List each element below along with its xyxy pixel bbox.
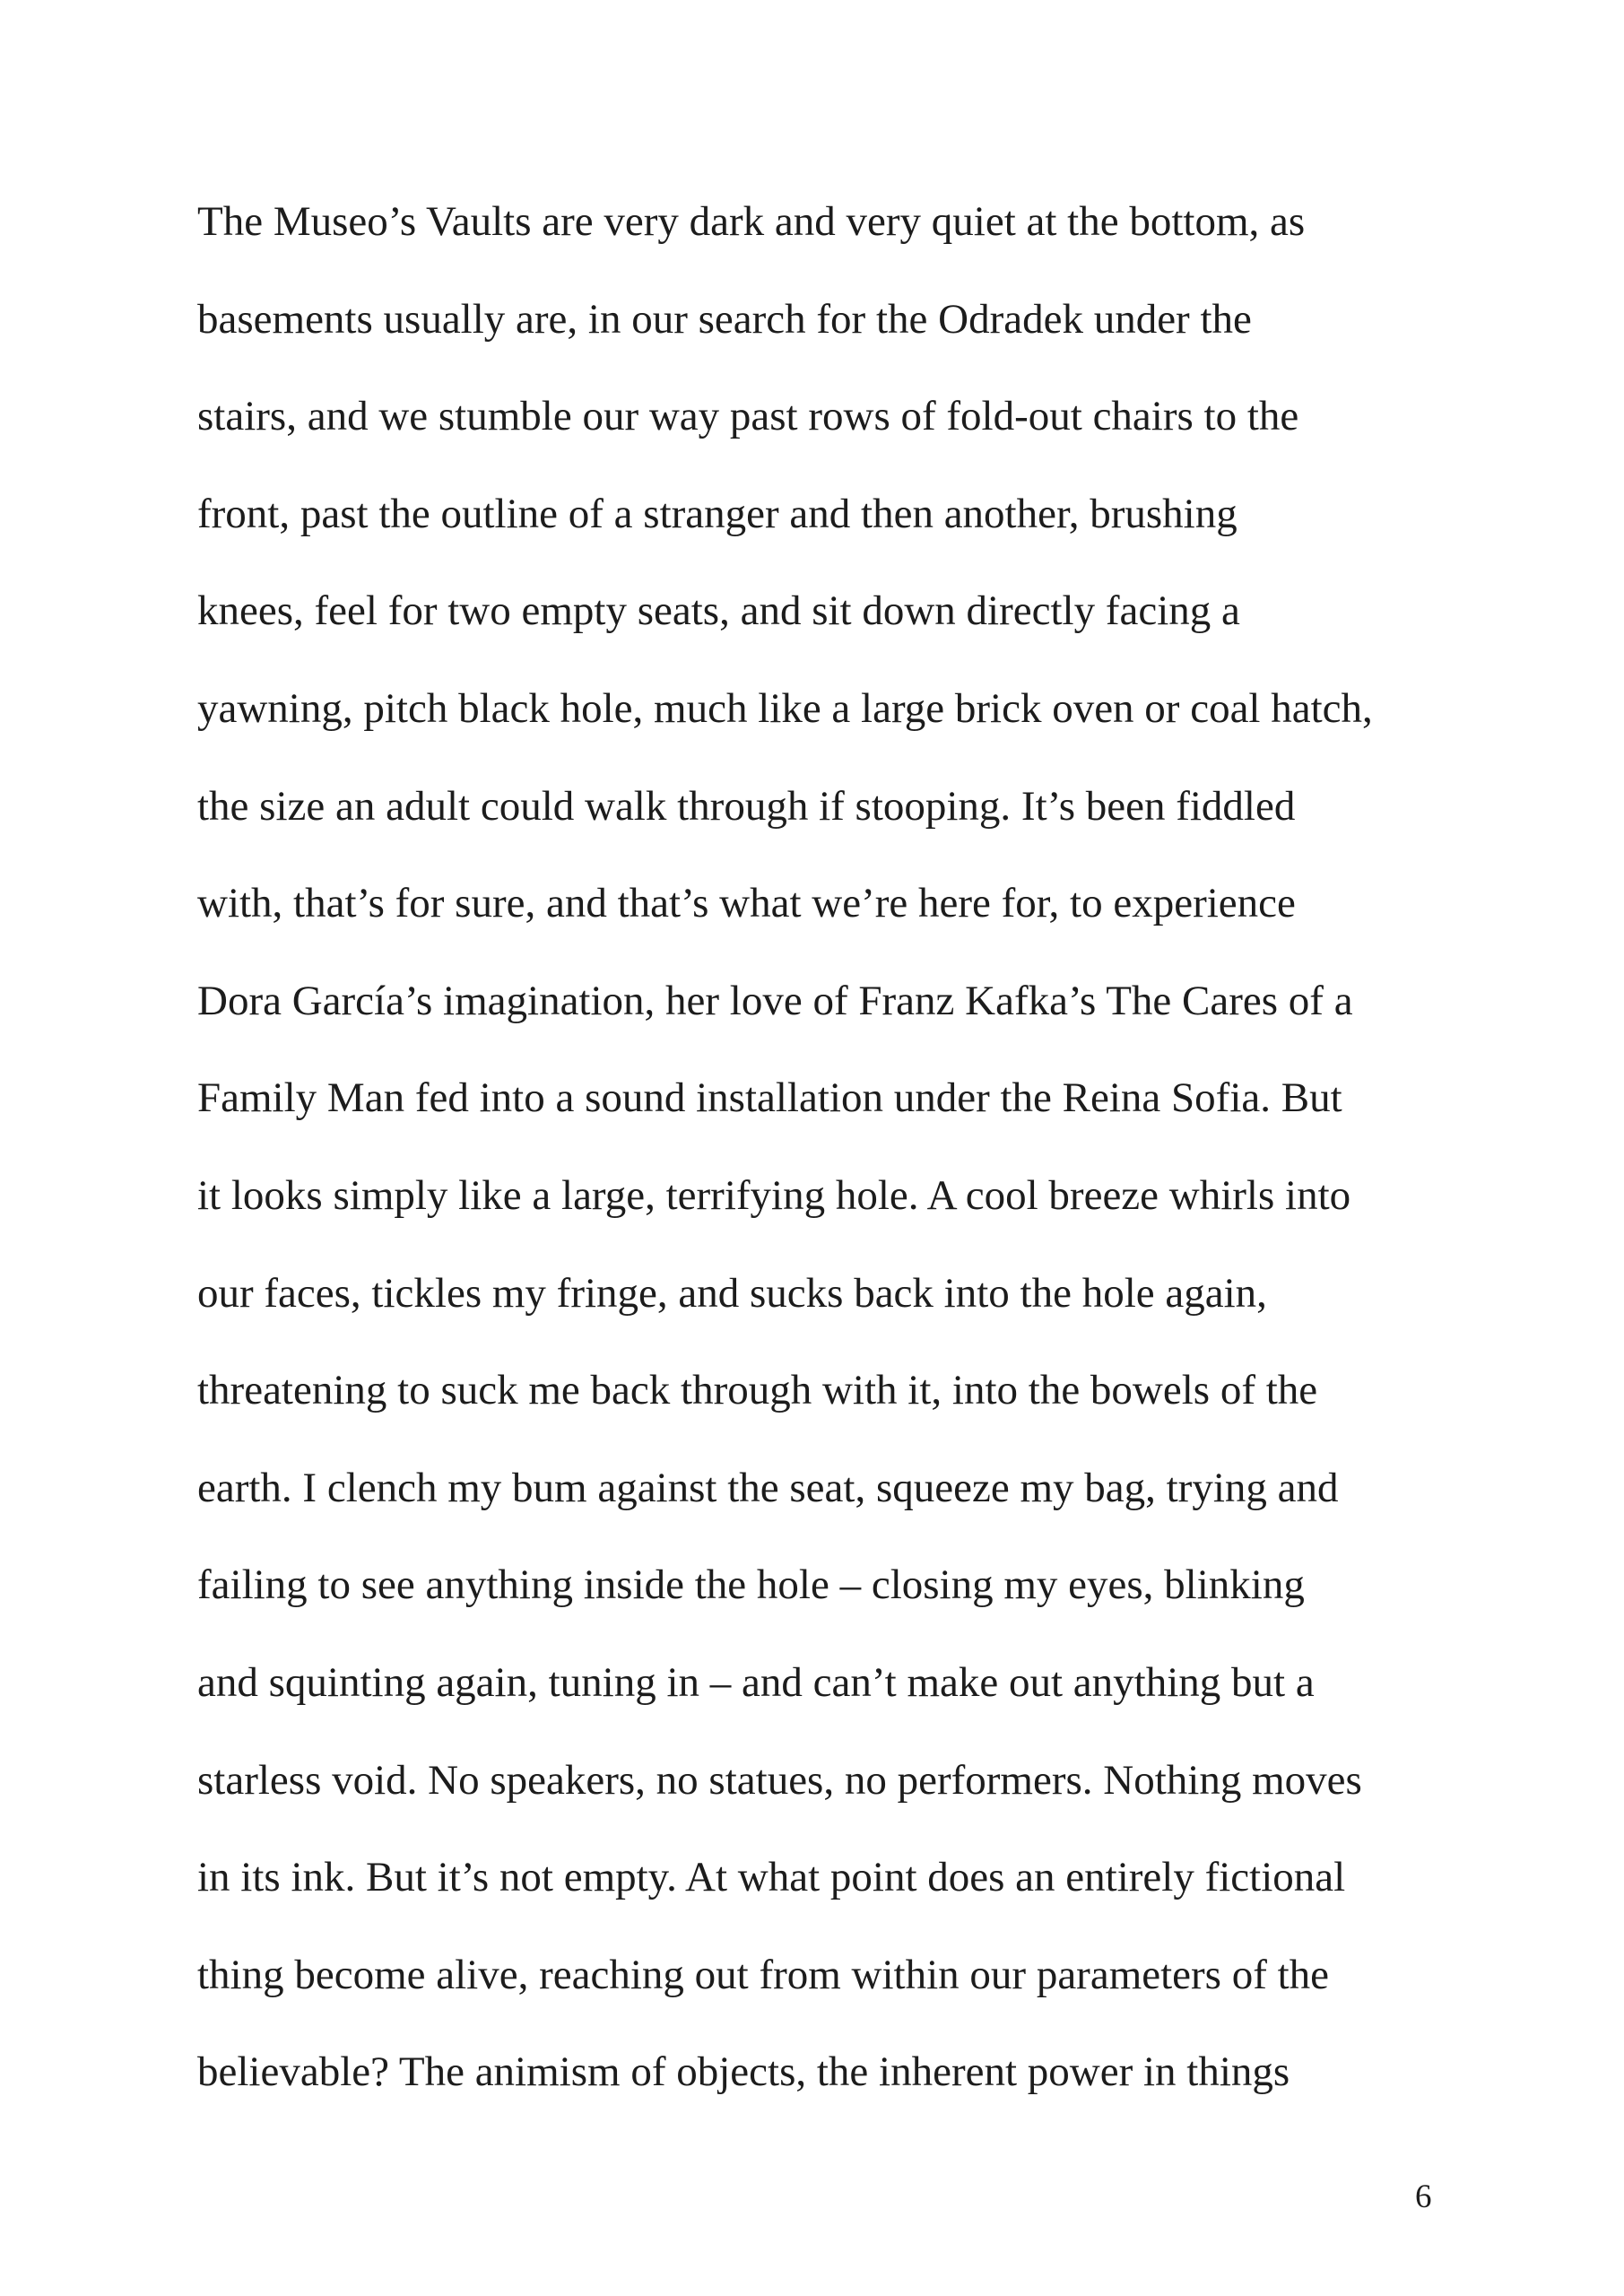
text-line: thing become alive, reaching out from within our parameters of the [197,1951,1330,1998]
text-line: Family Man fed into a sound installation under the Reina Sofia. But [197,1074,1342,1122]
text-line: failing to see anything inside the hole – closing my eyes, blinking [197,1561,1305,1609]
page-number: 6 [1415,2179,1432,2215]
text-line: with, that’s for sure, and that’s what we’re here for, to experience [197,880,1296,927]
body-text [197,190,1453,2138]
text-line: Dora García’s imagination, her love of Franz Kafka’s The Cares of a [197,977,1353,1024]
text-line: front, past the outline of a stranger and then another, brushing [197,490,1238,537]
text-line: believable? The animism of objects, the inherent power in things [197,2048,1290,2096]
text-line: in its ink. But it’s not empty. At what point does an entirely fictional [197,1854,1346,1901]
text-line: stairs, and we stumble our way past rows of fold-out chairs to the [197,393,1299,440]
text-line: knees, feel for two empty seats, and sit down directly facing a [197,587,1240,635]
text-line: the size an adult could walk through if stooping. It’s been fiddled [197,782,1296,830]
text-line: and squinting again, tuning in – and can’t make out anything but a [197,1658,1315,1706]
text-line: it looks simply like a large, terrifying hole. A cool breeze whirls into [197,1171,1351,1219]
text-line: yawning, pitch black hole, much like a large brick oven or coal hatch, [197,684,1373,732]
text-line: starless void. No speakers, no statues, no performers. Nothing moves [197,1756,1362,1804]
text-line: threatening to suck me back through with it, into the bowels of the [197,1367,1318,1414]
text-line: our faces, tickles my fringe, and sucks back into the hole again, [197,1269,1267,1317]
text-line: basements usually are, in our search for the Odradek under the [197,295,1252,343]
text-line: The Museo’s Vaults are very dark and very quiet at the bottom, as [197,198,1306,245]
text-line: earth. I clench my bum against the seat, squeeze my bag, trying and [197,1464,1339,1511]
